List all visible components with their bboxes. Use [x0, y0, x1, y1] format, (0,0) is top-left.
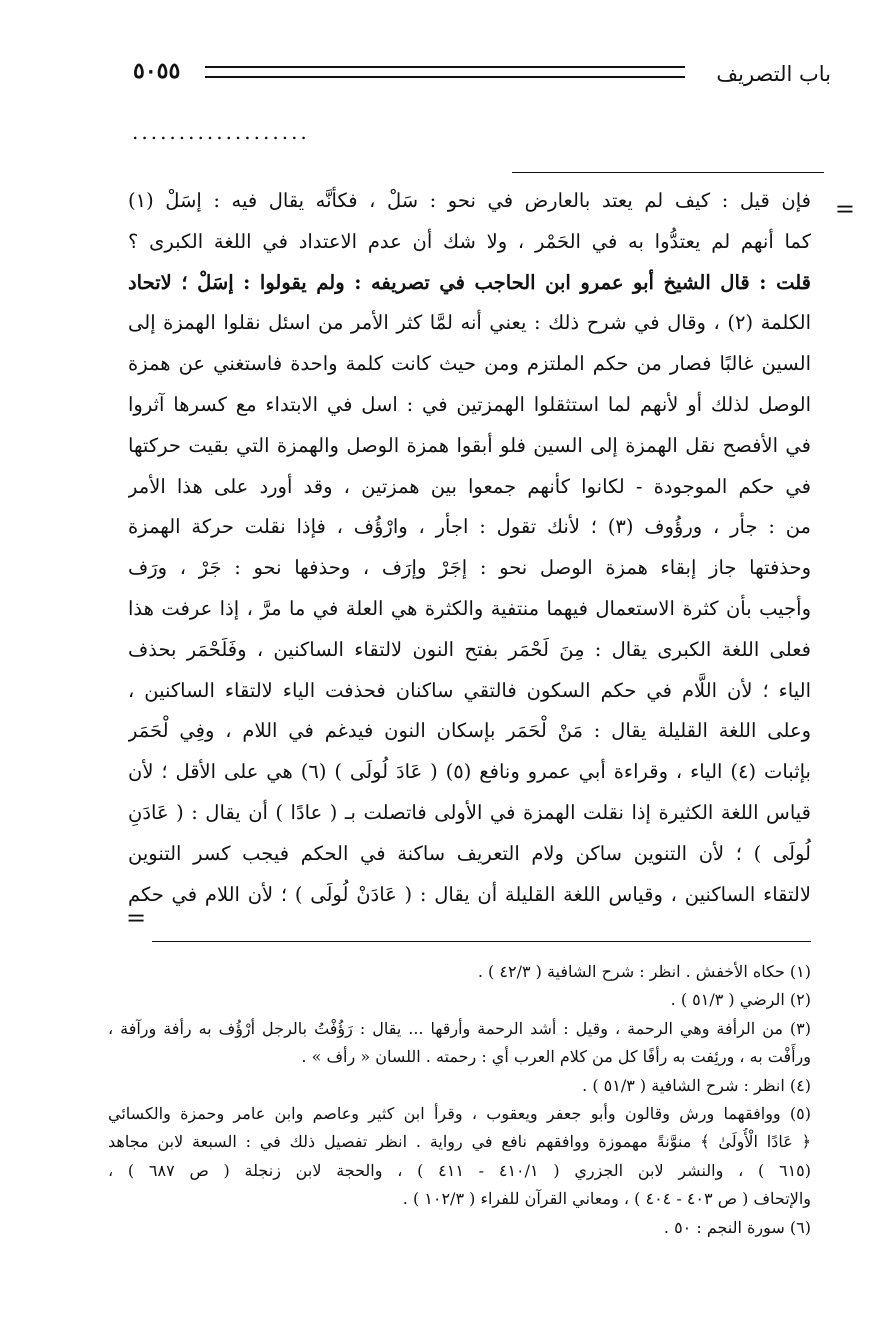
footnotes	[108, 958, 811, 1242]
footnote-line: (٢) الرضي ( ٥١/٣ ) .	[670, 990, 811, 1010]
footnote-line: (٣) من الرأفة وهي الرحمة ، وقيل : أشد الرحمة وأرقها ... يقال : رَؤُفْتُ بالرجل أرْؤُف به رأفة ورآفة ،	[108, 1018, 811, 1038]
text-line: فإن قيل : كيف لم يعتد بالعارض في نحو : سَلْ ، فكأنَّه يقال فيه : إسَلْ (١)	[128, 189, 811, 212]
text-line: فعلى اللغة الكبرى يقال : مِنَ لَحْمَر بفتح النون لالتقاء الساكنين ، وفَلَحْمَر بحذف	[128, 637, 811, 661]
text-line: وعلى اللغة القليلة يقال : مَنْ لْحَمَر بإسكان النون فيدغم في اللام ، وفِي لْحَمَر	[128, 719, 811, 743]
text-line: بإثبات (٤) الياء ، وقراءة أبي عمرو ونافع (٥) ( عَادَ لُولَى ) (٦) هي على الأقل ؛ لأن	[128, 760, 811, 784]
footnote-line: (١) حكاه الأخفش . انظر : شرح الشافية ( ٤٢/٣ ) .	[477, 962, 811, 981]
text-line: الكلمة (٢) ، وقال في شرح ذلك : يعني أنه لمَّا كثر الأمر من اسئل نقلوا الهمزة إلى	[128, 311, 811, 335]
text-line: في الأفصح نقل الهمزة إلى السين فلو أبقوا همزة الوصل والهمزة التي بقيت حركتها	[128, 433, 811, 457]
text-line: الياء ؛ لأن اللَّام في حكم السكون فالتقي ساكنان فحذفت الياء لالتقاء الساكنين ،	[128, 678, 811, 702]
text-line: لالتقاء الساكنين ، وقياس اللغة القليلة أن يقال : ( عَادَنْ لُولَى ) ؛ لأن اللام في حكم	[128, 882, 811, 906]
continuation-mark-bottom: =	[126, 904, 147, 932]
footnote-line: (٥) ووافقهما ورش وقالون وأبو جعفر ويعقوب ، وقرأ ابن كثير وعاصم وابن عامر وحمزة والكسائي	[108, 1103, 811, 1123]
text-line: كما أنهم لم يعتدُّوا به في الحَمْر ، ولا شك أن عدم الاعتداد في اللغة الكبرى ؟	[128, 229, 811, 253]
header-double-rule	[205, 66, 685, 78]
footnote-line: والإتحاف ( ص ٤٠٣ - ٤٠٤ ) ، ومعاني القرآن للفراء ( ١٠٢/٣ ) .	[402, 1189, 811, 1209]
footnote-line: (٦١٥ ) ، والنشر لابن الجزري ( ٤١٠/١ - ٤١١ ) ، والحجة لابن زنجلة ( ص ٦٨٧ ) ،	[108, 1160, 811, 1180]
footnote-line: ورأَفْت به ، ورئِفت به رأفًا كل من كلام العرب أي : رحمته . اللسان « رأف » .	[301, 1047, 811, 1067]
text-line: قلت : قال الشيخ أبو عمرو ابن الحاجب في تصريفه : ولم يقولوا : إسَلْ ؛ لاتحاد	[128, 270, 811, 294]
text-line: في حكم الموجودة - لكانوا كأنهم جمعوا بين همزتين ، وقد أورد على هذا الأمر	[128, 474, 811, 498]
footnote-line: (٦) سورة النجم : ٥٠ .	[663, 1217, 811, 1237]
text-line: السين غالبًا فصار من حكم الملتزم ومن حيث كانت كلمة واحدة فاستغني عن همزة	[128, 352, 811, 376]
main-text	[128, 181, 811, 915]
text-line: لُولَى ) ؛ لأن التنوين ساكن ولام التعريف ساكنة في الحكم فيجب كسر التنوين	[128, 841, 811, 865]
text-line: من : جأر ، ورؤُوف (٣) ؛ لأنك تقول : اجأر ، وارْؤُف ، فإذا نقلت حركة الهمزة	[128, 515, 811, 539]
footnote-line: ﴿ عَادًا الْأُولَىٰ ﴾ منوَّنةً مهموزة ووافقهم نافع في رواية . انظر تفصيل ذلك في : السبعة لابن مجاهد	[108, 1132, 811, 1152]
footnote-line: (٤) انظر : شرح الشافية ( ٥١/٣ ) .	[582, 1075, 811, 1095]
text-line: وحذفتها جاز إبقاء همزة الوصل نحو : إجَرْ وإرَف ، وحذفها نحو : جَرْ ، ورَف	[128, 556, 811, 580]
text-line: الوصل لذلك أو لأنهم لما استثقلوا الهمزتين في : اسل في الابتداء مع كسرها آثروا	[128, 392, 811, 416]
footnote-rule	[152, 941, 811, 942]
page-number: ٥٠٥٥	[133, 58, 181, 84]
running-head: باب التصريف	[716, 62, 831, 86]
dotted-separator: ...................	[132, 120, 310, 144]
section-rule	[512, 172, 824, 173]
text-line: وأجيب بأن كثرة الاستعمال فيهما منتفية والكثرة هي العلة في ما مرَّ ، إذا عرفت هذا	[128, 596, 811, 620]
text-line: قياس اللغة الكثيرة إذا نقلت الهمزة في الأولى فاتصلت بـ ( عادًا ) أن يقال : ( عَادَنِ	[128, 800, 811, 824]
continuation-mark-top: =	[834, 195, 855, 223]
